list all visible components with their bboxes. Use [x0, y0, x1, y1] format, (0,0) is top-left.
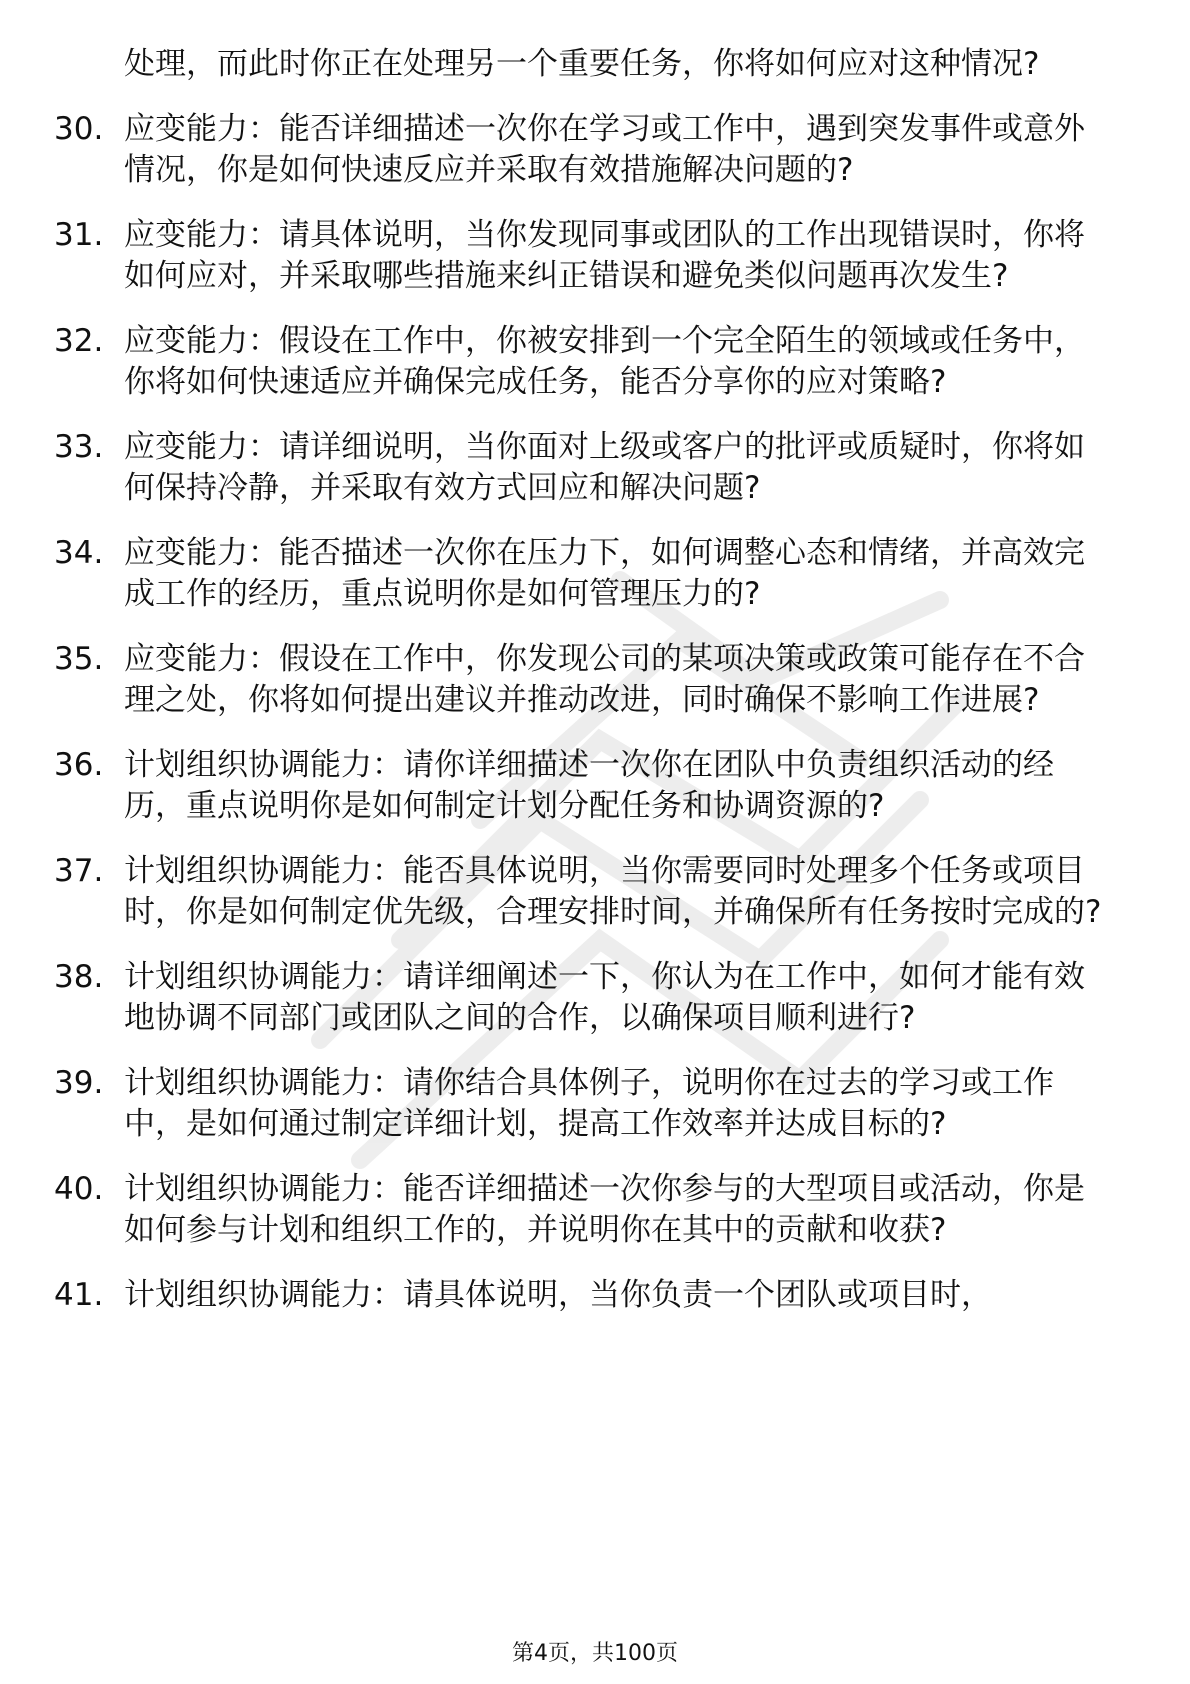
question-list	[54, 44, 1114, 1340]
item-text: 计划组织协调能力：请具体说明，当你负责一个团队或项目时，	[124, 1277, 992, 1313]
item-text: 计划组织协调能力：能否具体说明，当你需要同时处理多个任务或项目时，你是如何制定优先级，合理安排时间，并确保所有任务按时完成的?	[124, 853, 1102, 930]
item-number: 35.	[54, 641, 104, 677]
item-text: 应变能力：请具体说明，当你发现同事或团队的工作出现错误时，你将如何应对，并采取哪些措施来纠正错误和避免类似问题再次发生?	[124, 217, 1085, 294]
item-text: 计划组织协调能力：请你详细描述一次你在团队中负责组织活动的经历，重点说明你是如何制定计划分配任务和协调资源的?	[124, 747, 1054, 824]
item-number: 40.	[54, 1171, 104, 1207]
page-footer: 第4页，共100页	[512, 1641, 678, 1666]
list-item	[54, 1063, 1114, 1145]
list-item	[54, 533, 1114, 615]
list-item	[54, 851, 1114, 933]
item-number: 32.	[54, 323, 104, 359]
item-number: 39.	[54, 1065, 104, 1101]
list-item	[54, 321, 1114, 403]
list-item	[54, 109, 1114, 191]
item-number: 41.	[54, 1277, 104, 1313]
item-text: 应变能力：能否描述一次你在压力下，如何调整心态和情绪，并高效完成工作的经历，重点说明你是如何管理压力的?	[124, 535, 1085, 612]
list-item	[54, 745, 1114, 827]
item-number: 30.	[54, 111, 104, 147]
item-number: 38.	[54, 959, 104, 995]
item-number: 37.	[54, 853, 104, 889]
item-text: 计划组织协调能力：请详细阐述一下，你认为在工作中，如何才能有效地协调不同部门或团队之间的合作，以确保项目顺利进行?	[124, 959, 1085, 1036]
list-item	[54, 957, 1114, 1039]
item-text: 应变能力：请详细说明，当你面对上级或客户的批评或质疑时，你将如何保持冷静，并采取有效方式回应和解决问题?	[124, 429, 1085, 506]
list-item	[54, 215, 1114, 297]
item-number: 36.	[54, 747, 104, 783]
list-item	[54, 427, 1114, 509]
item-text: 计划组织协调能力：能否详细描述一次你参与的大型项目或活动，你是如何参与计划和组织工作的，并说明你在其中的贡献和收获?	[124, 1171, 1085, 1248]
item-number: 33.	[54, 429, 104, 465]
item-text: 应变能力：假设在工作中，你发现公司的某项决策或政策可能存在不合理之处，你将如何提出建议并推动改进，同时确保不影响工作进展?	[124, 641, 1085, 718]
item-text: 计划组织协调能力：请你结合具体例子，说明你在过去的学习或工作中，是如何通过制定详细计划，提高工作效率并达成目标的?	[124, 1065, 1054, 1142]
continued-question-text: 处理，而此时你正在处理另一个重要任务，你将如何应对这种情况?	[124, 46, 1040, 82]
list-item	[54, 1275, 1114, 1316]
list-item	[54, 1169, 1114, 1251]
item-text: 应变能力：能否详细描述一次你在学习或工作中，遇到突发事件或意外情况，你是如何快速反应并采取有效措施解决问题的?	[124, 111, 1085, 188]
list-item	[54, 639, 1114, 721]
item-number: 34.	[54, 535, 104, 571]
item-number: 31.	[54, 217, 104, 253]
item-text: 应变能力：假设在工作中，你被安排到一个完全陌生的领域或任务中，你将如何快速适应并确保完成任务，能否分享你的应对策略?	[124, 323, 1085, 400]
